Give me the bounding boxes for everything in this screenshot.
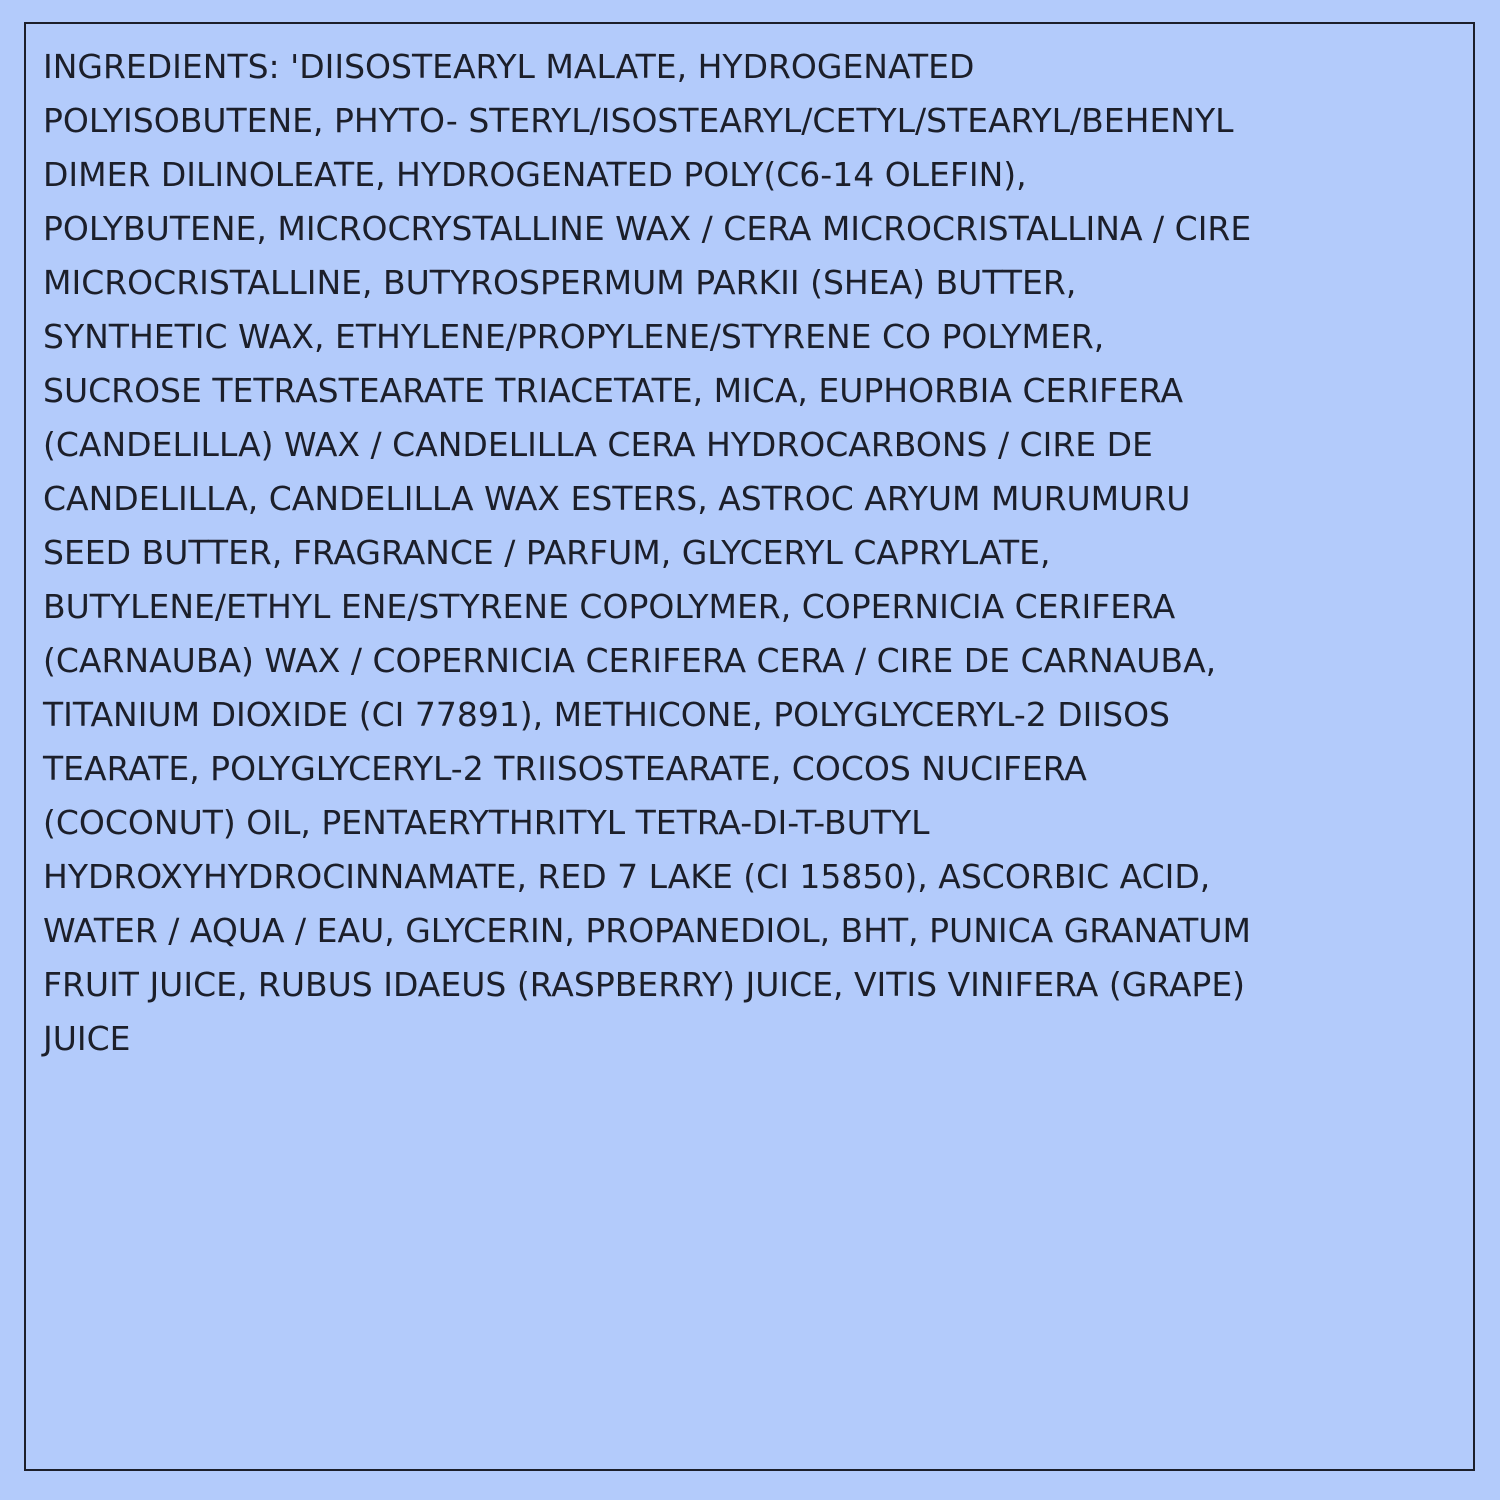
- ingredients-line: BUTYLENE/ETHYL ENE/STYRENE COPOLYMER, COPERNICIA CERIFERA: [43, 587, 1176, 626]
- ingredients-line: DIMER DILINOLEATE, HYDROGENATED POLY(C6-14 OLEFIN),: [43, 155, 1027, 194]
- ingredients-line: TEARATE, POLYGLYCERYL-2 TRIISOSTEARATE, COCOS NUCIFERA: [43, 749, 1087, 788]
- ingredients-text-block: [43, 40, 1251, 1066]
- ingredients-line: (CANDELILLA) WAX / CANDELILLA CERA HYDROCARBONS / CIRE DE: [43, 425, 1153, 464]
- ingredients-line: MICROCRISTALLINE, BUTYROSPERMUM PARKII (SHEA) BUTTER,: [43, 263, 1077, 302]
- ingredients-line: POLYISOBUTENE, PHYTO- STERYL/ISOSTEARYL/CETYL/STEARYL/BEHENYL: [43, 101, 1234, 140]
- ingredients-line: SYNTHETIC WAX, ETHYLENE/PROPYLENE/STYRENE CO POLYMER,: [43, 317, 1105, 356]
- ingredients-line: HYDROXYHYDROCINNAMATE, RED 7 LAKE (CI 15850), ASCORBIC ACID,: [43, 857, 1211, 896]
- ingredients-line: WATER / AQUA / EAU, GLYCERIN, PROPANEDIOL, BHT, PUNICA GRANATUM: [43, 911, 1251, 950]
- ingredients-line: (CARNAUBA) WAX / COPERNICIA CERIFERA CERA / CIRE DE CARNAUBA,: [43, 641, 1217, 680]
- ingredients-line: CANDELILLA, CANDELILLA WAX ESTERS, ASTROC ARYUM MURUMURU: [43, 479, 1191, 518]
- ingredients-line: SEED BUTTER, FRAGRANCE / PARFUM, GLYCERYL CAPRYLATE,: [43, 533, 1051, 572]
- ingredients-line: INGREDIENTS: 'DIISOSTEARYL MALATE, HYDROGENATED: [43, 47, 975, 86]
- ingredients-line: JUICE: [43, 1019, 131, 1058]
- ingredients-line: FRUIT JUICE, RUBUS IDAEUS (RASPBERRY) JUICE, VITIS VINIFERA (GRAPE): [43, 965, 1246, 1004]
- ingredients-line: (COCONUT) OIL, PENTAERYTHRITYL TETRA-DI-T-BUTYL: [43, 803, 930, 842]
- ingredients-line: POLYBUTENE, MICROCRYSTALLINE WAX / CERA MICROCRISTALLINA / CIRE: [43, 209, 1252, 248]
- ingredients-line: SUCROSE TETRASTEARATE TRIACETATE, MICA, EUPHORBIA CERIFERA: [43, 371, 1184, 410]
- ingredients-line: TITANIUM DIOXIDE (CI 77891), METHICONE, POLYGLYCERYL-2 DIISOS: [43, 695, 1170, 734]
